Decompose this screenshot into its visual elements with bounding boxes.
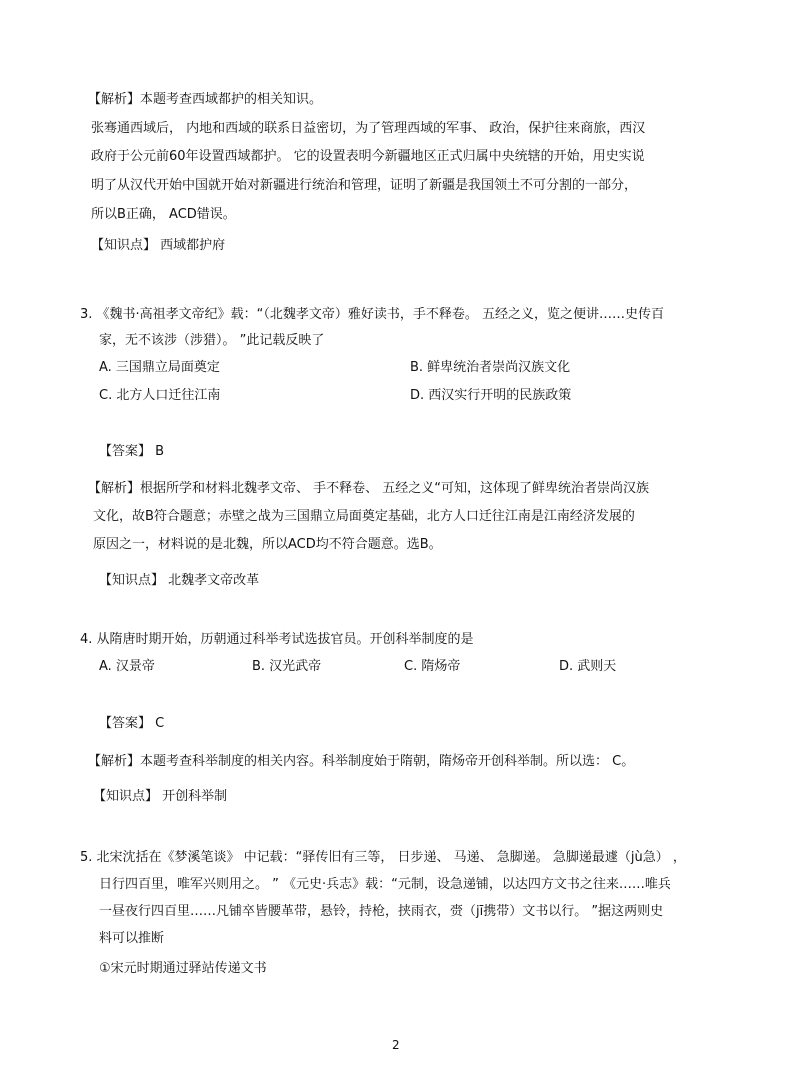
question-5-stem: 5. 北宋沈括在《梦溪笔谈》 中记载：“驿传旧有三等， 日步递、 马递、 急脚递。 急脚递最遽（jù急） ， bbox=[80, 850, 686, 865]
page-number: 2 bbox=[392, 1038, 400, 1052]
analysis-line: 【解析】本题考查西域都护的相关知识。 bbox=[88, 92, 323, 107]
question-5-item-1: ①宋元时期通过驿站传递文书 bbox=[99, 961, 267, 976]
question-4-knowledge: 【知识点】 开创科举制 bbox=[93, 789, 228, 804]
question-3-option-c: C. 北方人口迁往江南 bbox=[99, 388, 221, 403]
question-3-analysis: 文化，故B符合题意；赤壁之战为三国鼎立局面奠定基础，北方人口迁往江南是江南经济发展的 bbox=[93, 509, 635, 524]
question-5-stem: 日行四百里，唯军兴则用之。 ” 《元史·兵志》载：“元制，设急递铺，以达四方文书之往来……唯兵 bbox=[99, 877, 671, 892]
question-4-option-c: C. 隋炀帝 bbox=[404, 659, 461, 674]
question-3-stem: 家，无不该涉（涉猎）。 ”此记载反映了 bbox=[99, 333, 325, 348]
knowledge-point: 【知识点】 西域都护府 bbox=[91, 238, 226, 253]
question-4-option-d: D. 武则天 bbox=[559, 659, 617, 674]
question-4-answer: 【答案】 C bbox=[99, 716, 165, 731]
question-4-analysis: 【解析】本题考查科举制度的相关内容。科举制度始于隋朝，隋炀帝开创科举制。所以选： C。 bbox=[88, 754, 635, 769]
question-3-analysis: 原因之一，材料说的是北魏，所以ACD均不符合题意。选B。 bbox=[93, 537, 442, 552]
question-3-option-b: B. 鲜卑统治者崇尚汉族文化 bbox=[410, 360, 571, 375]
analysis-line: 政府于公元前60年设置西域都护。 它的设置表明今新疆地区正式归属中央统辖的开始，用史实说 bbox=[91, 149, 645, 164]
question-3-stem: 3. 《魏书·高祖孝文帝纪》载：“（北魏孝文帝）雅好读书，手不释卷。 五经之义，览之便讲……史传百 bbox=[80, 307, 665, 322]
analysis-line: 明了从汉代开始中国就开始对新疆进行统治和管理，证明了新疆是我国领土不可分割的一部分， bbox=[91, 178, 638, 193]
question-3-option-d: D. 西汉实行开明的民族政策 bbox=[410, 388, 572, 403]
question-3-analysis: 【解析】根据所学和材料北魏孝文帝、 手不释卷、 五经之义“可知，这体现了鲜卑统治者崇尚汉族 bbox=[88, 481, 650, 496]
question-4-stem: 4. 从隋唐时期开始，历朝通过科举考试选拔官员。开创科举制度的是 bbox=[80, 632, 474, 647]
question-3-knowledge: 【知识点】 北魏孝文帝改革 bbox=[99, 573, 260, 588]
analysis-line: 所以B正确， ACD错误。 bbox=[91, 207, 236, 222]
analysis-line: 张骞通西域后， 内地和西域的联系日益密切，为了管理西域的军事、 政治，保护往来商旅，西汉 bbox=[91, 121, 646, 136]
question-5-stem: 料可以推断 bbox=[99, 931, 165, 946]
question-5-stem: 一昼夜行四百里……凡铺卒皆腰革带，悬铃，持枪，挟雨衣，赍（jī携带）文书以行。 ”据这两则史 bbox=[99, 904, 664, 919]
question-4-option-b: B. 汉光武帝 bbox=[252, 659, 322, 674]
question-3-option-a: A. 三国鼎立局面奠定 bbox=[99, 360, 220, 375]
question-3-answer: 【答案】 B bbox=[99, 444, 165, 459]
question-4-option-a: A. 汉景帝 bbox=[99, 659, 155, 674]
